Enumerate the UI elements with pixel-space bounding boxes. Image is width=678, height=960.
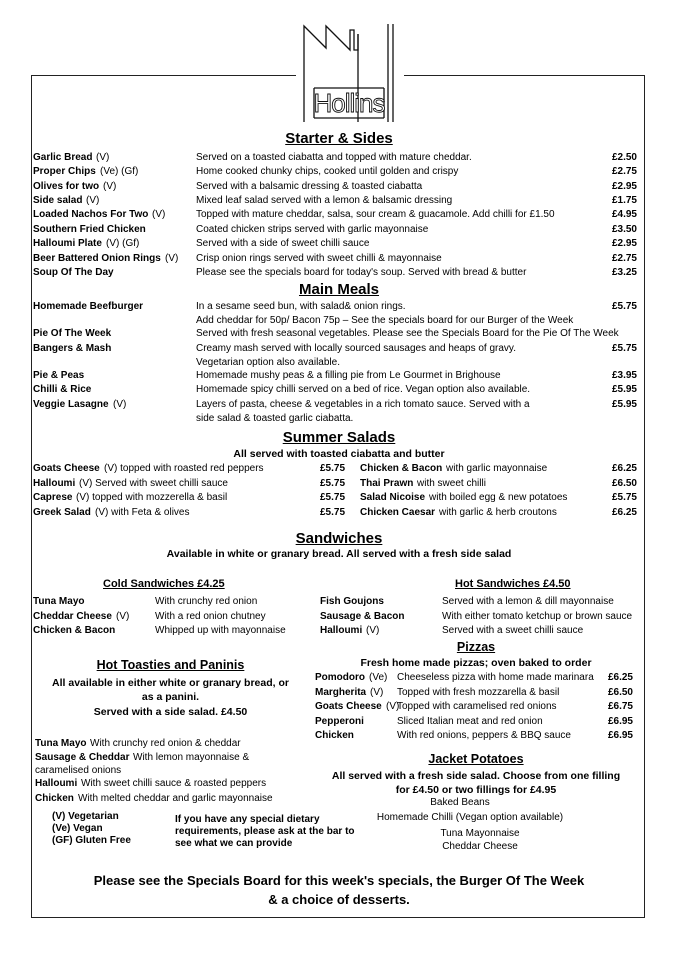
starter-row xyxy=(33,223,637,237)
sandwich-name: Chicken & Bacon xyxy=(33,625,116,636)
salad-price: £5.75 xyxy=(320,507,346,518)
pizza-row xyxy=(315,671,633,685)
pizza-tag: (V) xyxy=(370,687,384,698)
pizza-description: Topped with fresh mozzarella & basil xyxy=(397,687,560,698)
salad-description: with garlic & herb croutons xyxy=(439,507,557,518)
toastie-description: With sweet chilli sauce & roasted peppers xyxy=(81,778,267,789)
toasties-subtitle-2: as a panini. xyxy=(141,691,200,703)
salad-name: Goats Cheese xyxy=(33,463,100,474)
toastie-row xyxy=(35,777,305,791)
salad-row-right xyxy=(33,462,637,476)
item-price: £4.95 xyxy=(611,209,637,220)
toastie-description: With crunchy red onion & cheddar xyxy=(90,738,241,749)
item-description: Home cooked chunky chips, cooked until golden and crispy xyxy=(196,166,459,177)
item-price: £2.50 xyxy=(611,152,637,163)
salad-name: Chicken & Bacon xyxy=(360,463,443,474)
toastie-name: Halloumi xyxy=(35,778,78,789)
salad-price: £5.75 xyxy=(320,478,346,489)
legend-gluten-free: (GF) Gluten Free xyxy=(52,835,131,846)
item-description: Served on a toasted ciabatta and topped with mature cheddar. xyxy=(196,152,472,163)
sandwich-tag: (V) xyxy=(366,625,380,636)
item-price: £3.95 xyxy=(611,370,637,381)
starter-row xyxy=(33,194,637,208)
salad-description: (V) with Feta & olives xyxy=(95,507,190,518)
hot-sandwich-row xyxy=(33,595,637,609)
jacket-subtitle-1: All served with a fresh side salad. Choose from one filling xyxy=(331,770,621,782)
item-description-2: Add cheddar for 50p/ Bacon 75p – See the specials board for our Burger of the Week xyxy=(196,315,574,326)
sandwich-name: Cheddar Cheese xyxy=(33,611,112,622)
main-row xyxy=(33,327,637,341)
pizza-name: Goats Cheese xyxy=(315,701,382,712)
starter-row xyxy=(33,208,637,222)
sandwiches-title: Sandwiches xyxy=(295,530,383,547)
item-tag: (V) xyxy=(103,181,117,192)
main-row xyxy=(33,369,637,383)
item-description: Homemade spicy chilli served on a bed of rice. Vegan option also available. xyxy=(196,384,531,395)
salad-description: with garlic mayonnaise xyxy=(446,463,548,474)
salad-name: Caprese xyxy=(33,492,73,503)
pizzas-subtitle: Fresh home made pizzas; oven baked to order xyxy=(360,657,592,669)
hollins-logo xyxy=(296,20,404,122)
salad-description: with boiled egg & new potatoes xyxy=(429,492,568,503)
salad-name: Thai Prawn xyxy=(360,478,414,489)
item-price: £2.95 xyxy=(611,238,637,249)
item-name: Loaded Nachos For Two xyxy=(33,209,149,220)
pizza-name: Chicken xyxy=(315,730,354,741)
item-tag: (V) xyxy=(113,399,127,410)
filling-baked-beans: Baked Beans xyxy=(430,797,490,808)
mains-title: Main Meals xyxy=(298,281,380,298)
item-price: £5.95 xyxy=(611,399,637,410)
item-description: Served with fresh seasonal vegetables. Please see the Specials Board for the Pie Of The Week xyxy=(196,328,619,339)
toastie-description: With melted cheddar and garlic mayonnaise xyxy=(78,793,273,804)
filling-tuna: Tuna Mayonnaise xyxy=(440,828,520,839)
salad-name: Salad Nicoise xyxy=(360,492,426,503)
hot-sandwich-row xyxy=(33,624,637,638)
pizza-row xyxy=(315,686,633,700)
item-name: Halloumi Plate xyxy=(33,238,102,249)
item-description: Crisp onion rings served with sweet chilli & mayonnaise xyxy=(196,253,442,264)
salad-row-right xyxy=(33,506,637,520)
item-price: £5.75 xyxy=(611,301,637,312)
salad-price: £5.75 xyxy=(320,492,346,503)
item-name: Soup Of The Day xyxy=(33,267,114,278)
starter-row xyxy=(33,237,637,251)
legend-vegan: (Ve) Vegan xyxy=(52,823,103,834)
starter-row xyxy=(33,266,637,280)
salad-description: (V) Served with sweet chilli sauce xyxy=(79,478,228,489)
salad-row-right xyxy=(33,491,637,505)
salad-price: £6.25 xyxy=(611,507,637,518)
pizza-price: £6.25 xyxy=(607,672,633,683)
pizza-row xyxy=(315,715,633,729)
salad-row-right xyxy=(33,477,637,491)
hot-sandwich-row xyxy=(33,610,637,624)
main-row xyxy=(33,300,637,326)
hot-sandwiches-title: Hot Sandwiches £4.50 xyxy=(455,578,571,590)
pizza-tag: (Ve) xyxy=(369,672,388,683)
logo-text: Hollins xyxy=(313,88,385,118)
pizza-price: £6.50 xyxy=(607,687,633,698)
item-name: Pie Of The Week xyxy=(33,328,112,339)
pizza-name: Margherita xyxy=(315,687,367,698)
salad-description: with sweet chilli xyxy=(417,478,486,489)
item-price: £2.95 xyxy=(611,181,637,192)
starter-row xyxy=(33,151,637,165)
main-row xyxy=(33,342,637,368)
salad-name: Chicken Caesar xyxy=(360,507,436,518)
pizza-row xyxy=(315,700,633,714)
sandwich-name: Halloumi xyxy=(320,625,363,636)
item-description: In a sesame seed bun, with salad& onion rings. xyxy=(196,301,406,312)
toasties-title: Hot Toasties and Paninis xyxy=(96,658,245,672)
sandwich-name: Fish Goujons xyxy=(320,596,384,607)
dietary-note-3: see what we can provide xyxy=(175,838,293,849)
toastie-name: Chicken xyxy=(35,793,74,804)
toasties-subtitle-3: Served with a side salad. £4.50 xyxy=(93,706,248,718)
pizza-description: Topped with caramelised red onions xyxy=(397,701,557,712)
salads-title: Summer Salads xyxy=(282,429,396,446)
item-price: £3.50 xyxy=(611,224,637,235)
pizza-description: Cheeseless pizza with home made marinara xyxy=(397,672,594,683)
pizza-description: With red onions, peppers & BBQ sauce xyxy=(397,730,571,741)
item-tag: (V) xyxy=(96,152,110,163)
pizza-tag: (V) xyxy=(386,701,400,712)
item-description-2: side salad & toasted garlic ciabatta. xyxy=(196,413,354,424)
item-description: Homemade mushy peas & a filling pie from Le Gourmet in Brighouse xyxy=(196,370,501,381)
footer-line-2: & a choice of desserts. xyxy=(268,892,410,907)
sandwich-description: With a red onion chutney xyxy=(155,611,266,622)
pizzas-title: Pizzas xyxy=(456,640,496,654)
item-description: Served with a side of sweet chilli sauce xyxy=(196,238,370,249)
pizza-price: £6.95 xyxy=(607,716,633,727)
salad-price: £5.75 xyxy=(320,463,346,474)
sandwich-tag: (V) xyxy=(116,611,130,622)
legend-vegetarian: (V) Vegetarian xyxy=(52,811,119,822)
salad-name: Greek Salad xyxy=(33,507,91,518)
item-price: £3.25 xyxy=(611,267,637,278)
salad-price: £5.75 xyxy=(611,492,637,503)
sandwich-name: Tuna Mayo xyxy=(33,596,85,607)
item-name: Garlic Bread xyxy=(33,152,93,163)
toastie-row xyxy=(35,737,305,751)
item-tag: (V) xyxy=(86,195,100,206)
item-name: Southern Fried Chicken xyxy=(33,224,146,235)
item-name: Beer Battered Onion Rings xyxy=(33,253,161,264)
filling-cheddar: Cheddar Cheese xyxy=(442,841,518,852)
toastie-description: With lemon mayonnaise & xyxy=(133,752,250,763)
dietary-note-2: requirements, please ask at the bar to xyxy=(175,826,355,837)
toasties-subtitle-1: All available in either white or granary bread, or xyxy=(52,677,289,689)
pizza-price: £6.95 xyxy=(607,730,633,741)
item-name: Side salad xyxy=(33,195,83,206)
salad-name: Halloumi xyxy=(33,478,76,489)
sandwich-description: With either tomato ketchup or brown sauce xyxy=(442,611,633,622)
pizza-name: Pomodoro xyxy=(315,672,365,683)
item-price: £1.75 xyxy=(611,195,637,206)
item-price: £2.75 xyxy=(611,253,637,264)
salad-price: £6.50 xyxy=(611,478,637,489)
footer-line-1: Please see the Specials Board for this week's specials, the Burger Of The Week xyxy=(93,873,585,888)
item-tag: (V) (Gf) xyxy=(106,238,140,249)
salads-subtitle: All served with toasted ciabatta and butter xyxy=(233,448,445,460)
toastie-name: Sausage & Cheddar xyxy=(35,752,130,763)
salad-description: (V) topped with roasted red peppers xyxy=(104,463,264,474)
item-name: Proper Chips xyxy=(33,166,96,177)
sandwich-description: Served with a sweet chilli sauce xyxy=(442,625,584,636)
starter-row xyxy=(33,180,637,194)
pizza-price: £6.75 xyxy=(607,701,633,712)
main-row xyxy=(33,383,637,397)
salad-price: £6.25 xyxy=(611,463,637,474)
item-name: Veggie Lasagne xyxy=(33,399,109,410)
salad-description: (V) topped with mozzerella & basil xyxy=(76,492,228,503)
sandwich-name: Sausage & Bacon xyxy=(320,611,405,622)
item-tag: (V) xyxy=(152,209,166,220)
item-description: Please see the specials board for today's soup. Served with bread & butter xyxy=(196,267,527,278)
main-row xyxy=(33,398,637,424)
item-description-2: Vegetarian option also available. xyxy=(196,357,340,368)
toastie-row xyxy=(35,751,305,776)
jacket-subtitle-2: for £4.50 or two fillings for £4.95 xyxy=(395,784,557,796)
logo-mark xyxy=(296,20,404,122)
sandwich-description: Whipped up with mayonnaise xyxy=(155,625,286,636)
sandwich-description: With crunchy red onion xyxy=(155,596,258,607)
filling-chilli: Homemade Chilli (Vegan option available) xyxy=(376,812,564,823)
starter-row xyxy=(33,165,637,179)
cold-sandwiches-title: Cold Sandwiches £4.25 xyxy=(103,578,225,590)
starter-row xyxy=(33,252,637,266)
item-name: Bangers & Mash xyxy=(33,343,112,354)
dietary-note-1: If you have any special dietary xyxy=(175,814,320,825)
item-description: Served with a balsamic dressing & toasted ciabatta xyxy=(196,181,423,192)
starters-title: Starter & Sides xyxy=(285,130,393,147)
sandwich-description: Served with a lemon & dill mayonnaise xyxy=(442,596,614,607)
item-description: Topped with mature cheddar, salsa, sour cream & guacamole. Add chilli for £1.50 xyxy=(196,209,555,220)
item-price: £5.75 xyxy=(611,343,637,354)
item-description: Creamy mash served with locally sourced sausages and heaps of gravy. xyxy=(196,343,516,354)
toastie-description-2: caramelised onions xyxy=(35,765,122,776)
pizza-description: Sliced Italian meat and red onion xyxy=(397,716,543,727)
item-price: £2.75 xyxy=(611,166,637,177)
jacket-title: Jacket Potatoes xyxy=(428,752,524,766)
item-description: Mixed leaf salad served with a lemon & balsamic dressing xyxy=(196,195,453,206)
item-tag: (V) xyxy=(165,253,179,264)
item-name: Chilli & Rice xyxy=(33,384,92,395)
toastie-row xyxy=(35,792,305,806)
pizza-row xyxy=(315,729,633,743)
toastie-name: Tuna Mayo xyxy=(35,738,87,749)
item-price: £5.95 xyxy=(611,384,637,395)
pizza-name: Pepperoni xyxy=(315,716,364,727)
item-name: Olives for two xyxy=(33,181,100,192)
item-description: Layers of pasta, cheese & vegetables in a rich tomato sauce. Served with a xyxy=(196,399,530,410)
item-description: Coated chicken strips served with garlic mayonnaise xyxy=(196,224,429,235)
item-name: Pie & Peas xyxy=(33,370,85,381)
item-name: Homemade Beefburger xyxy=(33,301,144,312)
item-tag: (Ve) (Gf) xyxy=(100,166,139,177)
sandwiches-subtitle: Available in white or granary bread. All served with a fresh side salad xyxy=(166,548,512,560)
